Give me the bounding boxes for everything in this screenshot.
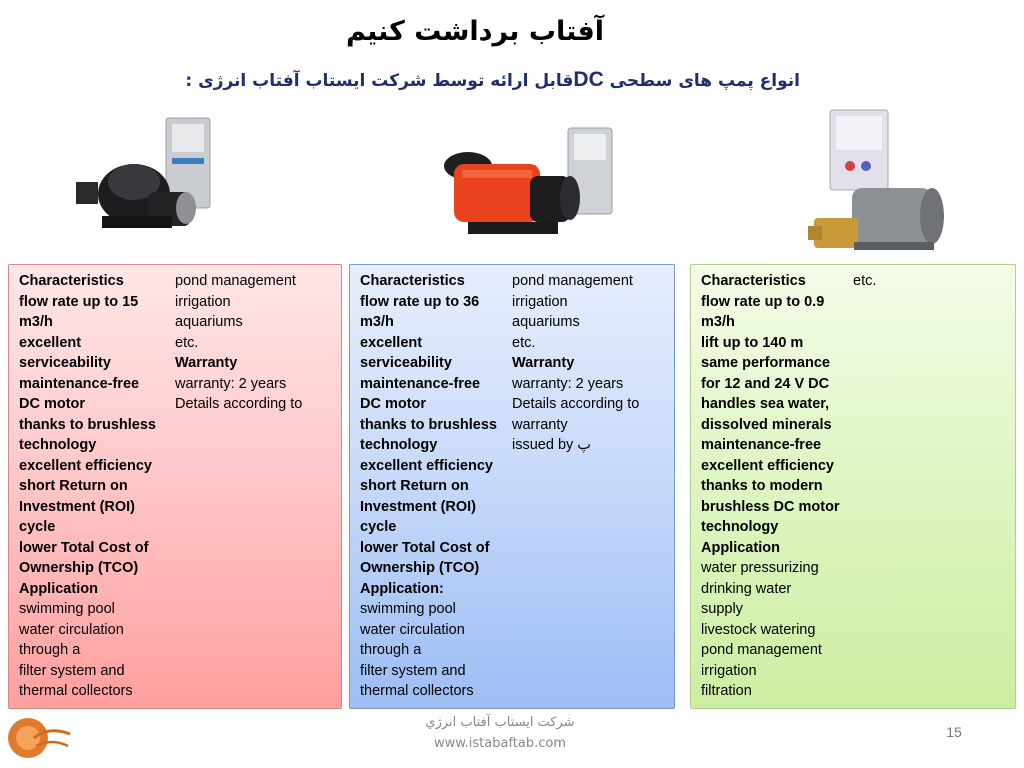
card-line-text: Details according to bbox=[175, 396, 303, 412]
card-line bbox=[360, 456, 506, 477]
card-line-text: Application: bbox=[360, 580, 444, 597]
card-line bbox=[175, 353, 340, 374]
card-line bbox=[512, 333, 672, 354]
card-line-text: maintenance-free bbox=[19, 375, 140, 392]
card-line bbox=[701, 292, 847, 313]
card-line-text: Warranty bbox=[175, 355, 238, 371]
card-line-text: m3/h bbox=[701, 314, 735, 330]
card-line bbox=[701, 333, 847, 354]
card-line-text: excellent bbox=[360, 334, 423, 351]
card-line-text: irrigation bbox=[701, 662, 757, 679]
card-line-text: m3/h bbox=[19, 314, 53, 330]
card-line-text: filter system and bbox=[360, 662, 466, 679]
card-line-text: brushless DC motor bbox=[701, 498, 840, 515]
card-line-text: handles sea water, bbox=[701, 396, 830, 412]
card-line-text: pond management bbox=[512, 273, 633, 289]
card-line bbox=[175, 394, 340, 415]
card-line-text: drinking water bbox=[701, 580, 792, 597]
page-number: 15 bbox=[946, 724, 962, 740]
card-line bbox=[360, 661, 506, 682]
card-line bbox=[19, 435, 169, 456]
card-line bbox=[701, 620, 847, 641]
card-line bbox=[19, 394, 169, 415]
card-line-text: water circulation bbox=[360, 621, 465, 638]
card-line-text: lower Total Cost of bbox=[19, 539, 149, 556]
card-line-text: dissolved minerals bbox=[701, 416, 832, 433]
card-line bbox=[360, 517, 506, 538]
card-line bbox=[701, 558, 847, 579]
card-line-text: excellent efficiency bbox=[19, 457, 152, 474]
card-line bbox=[175, 292, 340, 313]
card-line-text: Characteristics bbox=[701, 273, 806, 289]
card-line bbox=[360, 640, 506, 661]
card-line bbox=[360, 312, 506, 333]
card-line bbox=[512, 353, 672, 374]
pump-card-2 bbox=[349, 264, 675, 709]
card-line bbox=[19, 292, 169, 313]
card-line bbox=[19, 517, 169, 538]
card-line-text: thermal collectors bbox=[19, 683, 133, 699]
card-line-text: cycle bbox=[360, 519, 397, 535]
card-line bbox=[360, 374, 506, 395]
card-line-text: Investment (ROI) bbox=[360, 498, 477, 515]
card-line-text: short Return on bbox=[19, 478, 128, 494]
card-line bbox=[360, 292, 506, 313]
card-line bbox=[360, 353, 506, 374]
card-line bbox=[175, 374, 340, 395]
card-line bbox=[19, 456, 169, 477]
card-line-text: excellent efficiency bbox=[701, 457, 834, 474]
pump-image-black bbox=[72, 112, 222, 247]
card-line-text: warranty bbox=[512, 416, 568, 433]
card-line bbox=[512, 374, 672, 395]
card-line-text: excellent bbox=[19, 334, 82, 351]
card-line-text: warranty: 2 years bbox=[175, 375, 287, 392]
card-line-text: thermal collectors bbox=[360, 683, 474, 699]
card-line-text: flow rate up to 0.9 bbox=[701, 293, 825, 310]
card-line-text: supply bbox=[701, 601, 743, 617]
card-line bbox=[360, 620, 506, 641]
card-line-text: livestock watering bbox=[701, 621, 816, 638]
card-line bbox=[19, 415, 169, 436]
card-line bbox=[360, 333, 506, 354]
card-line-text: filtration bbox=[701, 683, 752, 699]
card-line-text: m3/h bbox=[360, 314, 394, 330]
card-line-text: through a bbox=[360, 642, 422, 658]
card-line bbox=[701, 497, 847, 518]
card-line bbox=[701, 374, 847, 395]
card-line-text: serviceability bbox=[19, 355, 111, 371]
pump-image-orange bbox=[438, 124, 618, 242]
card-line-text: water pressurizing bbox=[701, 560, 819, 576]
card-line-text: maintenance-free bbox=[360, 375, 481, 392]
pump-card-1 bbox=[8, 264, 342, 709]
card-line bbox=[19, 476, 169, 497]
card-line-text: short Return on bbox=[360, 478, 469, 494]
card-line bbox=[512, 415, 672, 436]
card-line-text: Ownership (TCO) bbox=[360, 560, 480, 576]
footer-company: شرکت ایستاب آفتاب انرژي bbox=[425, 715, 575, 730]
card-line-text: issued by پ bbox=[512, 437, 591, 453]
card-line-text: etc. bbox=[512, 334, 536, 351]
card-line-text: Application bbox=[701, 539, 780, 556]
card-line-text: pond management bbox=[175, 273, 296, 289]
card-line bbox=[701, 394, 847, 415]
card-line bbox=[19, 497, 169, 518]
card-line bbox=[701, 681, 847, 702]
card-line bbox=[701, 435, 847, 456]
pump-card-3 bbox=[690, 264, 1016, 709]
card-line-text: Investment (ROI) bbox=[19, 498, 136, 515]
card-line-text: water circulation bbox=[19, 621, 124, 638]
card-line bbox=[360, 415, 506, 436]
card-line bbox=[512, 435, 672, 456]
card-line bbox=[19, 640, 169, 661]
card-line-text: pond management bbox=[701, 642, 822, 658]
card-line-text: for 12 and 24 V DC bbox=[701, 375, 830, 392]
card-line-text: Characteristics bbox=[360, 273, 465, 289]
card-2-left-column bbox=[360, 271, 506, 702]
card-line bbox=[360, 435, 506, 456]
card-1-right-column bbox=[175, 271, 340, 415]
card-line bbox=[701, 517, 847, 538]
card-line bbox=[701, 579, 847, 600]
card-line-text: serviceability bbox=[360, 355, 452, 371]
card-line-text: irrigation bbox=[175, 293, 231, 310]
card-line bbox=[853, 271, 1013, 292]
card-line bbox=[19, 661, 169, 682]
card-line bbox=[512, 292, 672, 313]
company-logo bbox=[4, 708, 74, 764]
card-line bbox=[701, 271, 847, 292]
card-line bbox=[360, 538, 506, 559]
card-line-text: thanks to brushless bbox=[360, 416, 497, 433]
card-line bbox=[175, 333, 340, 354]
card-line-text: swimming pool bbox=[360, 601, 456, 617]
card-line bbox=[701, 312, 847, 333]
card-line-text: warranty: 2 years bbox=[512, 375, 624, 392]
footer-website[interactable]: www.istabaftab.com bbox=[433, 736, 567, 751]
pump-image-small bbox=[808, 106, 958, 262]
card-line bbox=[360, 579, 506, 600]
card-line bbox=[701, 538, 847, 559]
card-line bbox=[19, 681, 169, 702]
card-line-text: lift up to 140 m bbox=[701, 334, 804, 351]
card-line-text: filter system and bbox=[19, 662, 125, 679]
subtitle-post: قابل ارائه توسط شرکت ایستاب آفتاب انرژی : bbox=[185, 71, 574, 91]
card-line-text: cycle bbox=[19, 519, 56, 535]
subtitle-pre: انواع پمپ های سطحی bbox=[603, 71, 800, 91]
card-line bbox=[701, 661, 847, 682]
card-line bbox=[512, 394, 672, 415]
subtitle-dc: DC bbox=[573, 68, 604, 91]
card-line-text: technology bbox=[19, 437, 97, 453]
card-line bbox=[701, 640, 847, 661]
card-line bbox=[360, 599, 506, 620]
card-line-text: technology bbox=[360, 437, 438, 453]
card-1-left-column bbox=[19, 271, 169, 702]
card-line-text: excellent efficiency bbox=[360, 457, 493, 474]
card-3-left-column bbox=[701, 271, 847, 702]
card-line bbox=[19, 558, 169, 579]
card-line-text: DC motor bbox=[360, 396, 427, 412]
card-line-text: thanks to brushless bbox=[19, 416, 156, 433]
slide-subtitle bbox=[160, 68, 800, 96]
card-line-text: Characteristics bbox=[19, 273, 124, 289]
card-line-text: irrigation bbox=[512, 293, 568, 310]
card-line-text: lower Total Cost of bbox=[360, 539, 490, 556]
card-line-text: flow rate up to 36 bbox=[360, 293, 480, 310]
card-line bbox=[701, 599, 847, 620]
card-line-text: Details according to bbox=[512, 396, 640, 412]
card-line bbox=[19, 538, 169, 559]
card-line bbox=[512, 312, 672, 333]
card-line-text: Application bbox=[19, 580, 98, 597]
card-line-text: thanks to modern bbox=[701, 478, 823, 494]
slide-title: آفتاب برداشت کنیم bbox=[345, 16, 605, 47]
card-line bbox=[19, 620, 169, 641]
card-line-text: flow rate up to 15 bbox=[19, 293, 139, 310]
card-3-right-column bbox=[853, 271, 1013, 292]
card-line bbox=[19, 271, 169, 292]
card-line-text: same performance bbox=[701, 355, 830, 371]
card-line bbox=[360, 497, 506, 518]
card-line-text: technology bbox=[701, 519, 779, 535]
card-line bbox=[19, 353, 169, 374]
card-line bbox=[701, 353, 847, 374]
card-line-text: Ownership (TCO) bbox=[19, 560, 139, 576]
card-line bbox=[19, 374, 169, 395]
card-line bbox=[19, 333, 169, 354]
card-line-text: maintenance-free bbox=[701, 437, 822, 453]
card-line-text: aquariums bbox=[175, 314, 243, 330]
card-line bbox=[175, 312, 340, 333]
footer bbox=[380, 712, 620, 754]
card-line bbox=[360, 394, 506, 415]
card-line-text: DC motor bbox=[19, 396, 86, 412]
card-line bbox=[19, 599, 169, 620]
card-line bbox=[360, 476, 506, 497]
card-line-text: through a bbox=[19, 642, 81, 658]
card-line bbox=[512, 271, 672, 292]
card-line bbox=[701, 456, 847, 477]
card-line bbox=[175, 271, 340, 292]
card-line-text: etc. bbox=[175, 334, 199, 351]
card-line-text: swimming pool bbox=[19, 601, 115, 617]
card-line bbox=[360, 558, 506, 579]
card-line bbox=[19, 579, 169, 600]
card-line-text: etc. bbox=[853, 273, 877, 289]
card-2-right-column bbox=[512, 271, 672, 456]
card-line-text: aquariums bbox=[512, 314, 580, 330]
card-line bbox=[701, 415, 847, 436]
card-line bbox=[360, 681, 506, 702]
card-line bbox=[701, 476, 847, 497]
card-line-text: Warranty bbox=[512, 355, 575, 371]
card-line bbox=[360, 271, 506, 292]
card-line bbox=[19, 312, 169, 333]
